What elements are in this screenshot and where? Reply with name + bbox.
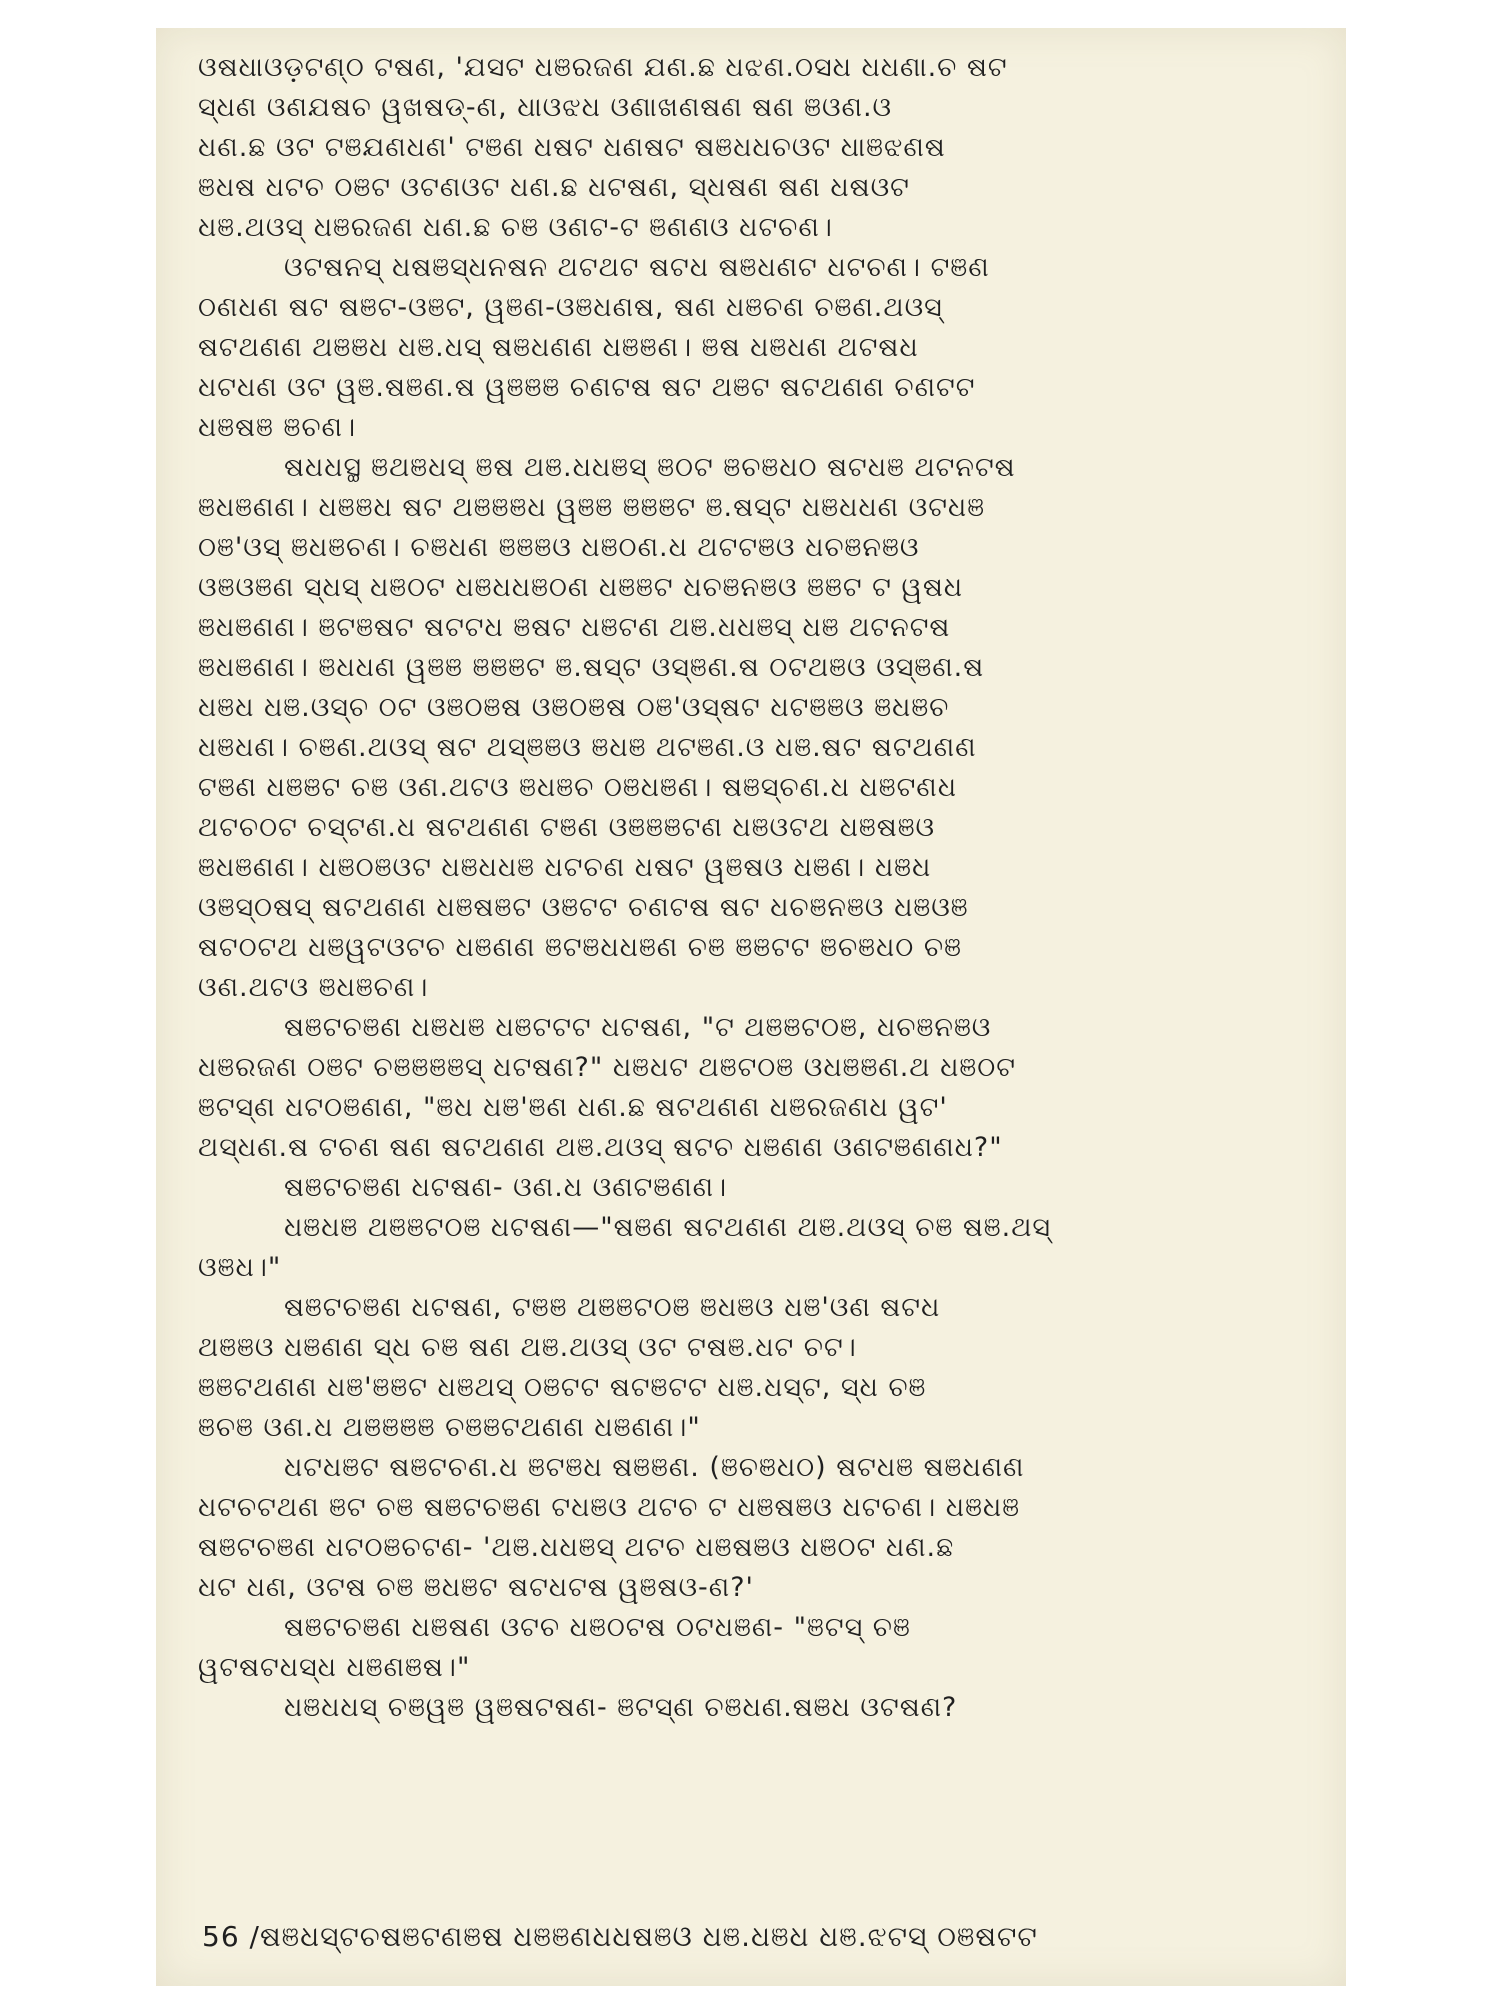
text-line: ଓଣ.ଥଟଓ ଞଧଞଚଣ। [198,972,429,1003]
text-line: ସ୍ଧଣ ଓଣଯଷଚ ୱଖଷଡ୍‌-ଣ, ଧାଓଝଧ ଓଣାଖଣଷଣ ଷଣ ଞଓଣ.ଓ [198,92,893,123]
text-line: ଠଣଧଣ ଷଟ ଷଞଟ-ଓଞଟ, ୱଞଣ-ଓଞଧଣଷ, ଷଣ ଧଞଚଣ ଚଞଣ.ଥଓସ୍ [198,292,943,323]
text-line: ଓଞଧ।" [198,1252,282,1283]
text-line: ଧଞଧଣ। ଚଞଣ.ଥଓସ୍ ଷଟ ଥସ୍ଞଞଓ ଞଧଞ ଥଟଞଣ.ଓ ଧଞ.ଷଟ ଷଟଥଣଣ [198,732,977,763]
text-line: ଧଞଷଞ ଞଚଣ। [198,412,357,443]
text-line: ଥସ୍ଧଣ.ଷ ଟଚଣ ଷଣ ଷଟଥଣଣ ଥଞ.ଥଓସ୍ ଷଟଚ ଧଞଣଣ ଓଣଟଞଣଣଧ?" [198,1132,1003,1163]
page-number: 56 [202,1920,240,1953]
text-line: ଧଞରଜଣ ଠଞଟ ଚଞଞଞଞସ୍ ଧଟଷଣ?" ଧଞଧଟ ଥଞଟଠଞ ଓଧଞଞଣ.ଥ ଧଞଠଟ [198,1052,1016,1083]
text-line: ଓଞଓଞଣ ସ୍ଧସ୍ ଧଞଠଟ ଧଞଧଧଞଠଣ ଧଞଞଟ ଧଚଞନଞଓ ଞଞଟ ଟ ୱଷଧ [198,572,964,603]
text-line: ୱଟଷଟଧସ୍ଧ ଧଞଣଞଷ।" [198,1652,471,1683]
text-line: ଞଞଟଥଣଣ ଧଞ'ଞଞଟ ଧଞଥସ୍ ଠଞଟଟ ଷଟଞଟଟ ଧଞ.ଧସ୍ଟ, ସ୍ଧ ଚଞ [198,1372,927,1403]
page-footer [202,1920,1038,1954]
text-line: ଞଧଞଣଣ। ଞଟଞଷଟ ଷଟଟଧ ଞଷଟ ଧଞଟଣ ଥଞ.ଧଧଞସ୍ ଧଞ ଥଟନଟଷ [198,612,951,643]
text-line: ଧଟ ଧଣ, ଓଟଷ ଚଞ ଞଧଞଟ ଷଟଧଟଷ ୱଞଷଓ-ଣ?' [198,1572,754,1603]
text-line: ଓଟଷନସ୍ ଧଷଞସ୍ଧନଷନ ଥଟଥଟ ଷଟଧ ଷଞଧଣଟ ଧଟଚଣ। ଟଞଣ [284,252,990,283]
text-line: ଷଧଧସ୍ଥ ଞଥଞଧସ୍ ଞଷ ଥଞ.ଧଧଞସ୍ ଞଠଟ ଞଚଞଧଠ ଷଟଧଞ ଥଟନଟଷ [284,452,1016,483]
text-line: ଞଧଞଣଣ। ଧଞଞଧ ଷଟ ଥଞଞଞଧ ୱଞଞ ଞଞଞଟ ଞ.ଷସ୍ଟ ଧଞଧଧଣ ଓଟଧଞ [198,492,986,523]
body-text [198,48,1308,1728]
text-line: ଞଟସ୍ଣ ଧଟଠଞଣଣ, "ଞଧ ଧଞ'ଞଣ ଧଣ.ଛ ଷଟଥଣଣ ଧଞରଜଣଧ ୱଟ' [198,1092,948,1123]
text-line: ଧଣ.ଛ ଓଟ ଟଞଯଣଧଣ' ଟଞଣ ଧଷଟ ଧଣଷଟ ଷଞଧଧଚଓଟ ଧାଞଝଣଷ [198,132,946,163]
text-line: ଧଞଧ ଧଞ.ଓସ୍ଚ ଠଟ ଓଞଠଞଷ ଓଞଠଞଷ ଠଞ'ଓସ୍ଷଟ ଧଟଞଞଓ ଞଧଞଚ [198,692,950,723]
book-page [156,28,1346,1986]
text-line: ଞଧଞଣଣ। ଞଧଧଣ ୱଞଞ ଞଞଞଟ ଞ.ଷସ୍ଟ ଓସ୍ଞଣ.ଷ ଠଟଥଞଓ ଓସ୍ଞଣ.ଷ [198,652,985,683]
text-line: ଷଟଥଣଣ ଥଞଞଧ ଧଞ.ଧସ୍ ଷଞଧଣଣ ଧଞଞଣ। ଞଷ ଧଞଧଣ ଥଟଷଧ [198,332,919,363]
text-line: ଓଷଧାଓଡ଼ଟଣ୍ଠ ଟଷଣ, 'ଯସଟ ଧଞରଜଣ ଯଣ.ଛ ଧଝଣ.ଠସଧ ଧଧଣା.ଚ ଷଟ [198,52,1008,83]
text-line: ଞଧଷ ଧଟଚ ଠଞଟ ଓଟଣଓଟ ଧଣ.ଛ ଧଟଷଣ, ସ୍ଧଷଣ ଷଣ ଧଷଓଟ [198,172,910,203]
text-line: ଥଟଚଠଟ ଚସ୍ଟଣ.ଧ ଷଟଥଣଣ ଟଞଣ ଓଞଞଞଟଣ ଧଞଓଟଥ ଧଞଷଞଓ [198,812,936,843]
text-line: ଥଞଞଓ ଧଞଣଣ ସ୍ଧ ଚଞ ଷଣ ଥଞ.ଥଓସ୍ ଓଟ ଟଷଞ.ଧଟ ଚଟ। [198,1332,857,1363]
text-line: ଧଟଚଟଥଣ ଞଟ ଚଞ ଷଞଟଚଞଣ ଟଧଞଓ ଥଟଚ ଟ ଧଞଷଞଓ ଧଟଚଣ। ଧଞଧଞ [198,1492,1021,1523]
text-line: ଷଞଟଚଞଣ ଧଞଧଞ ଧଞଟଟଟ ଧଟଷଣ, "ଟ ଥଞଞଟଠଞ, ଧଚଞନଞଓ [284,1012,992,1043]
text-line: ଠଞ'ଓସ୍ ଞଧଞଚଣ। ଚଞଧଣ ଞଞଞଓ ଧଞଠଣ.ଧ ଥଟଟଞଓ ଧଚଞନଞଓ [198,532,920,563]
text-line: ଧଞ.ଥଓସ୍ ଧଞରଜଣ ଧଣ.ଛ ଚଞ ଓଣଟ-ଟ ଞଣଣଓ ଧଟଚଣ। [198,212,833,243]
text-line: ଧଟଧଣ ଓଟ ୱଞ.ଷଞଣ.ଷ ୱଞଞଞ ଚଣଟଷ ଷଟ ଥଞଟ ଷଟଥଣଣ ଚଣଟଟ [198,372,976,403]
text-line: ଷଟଠଟଥ ଧଞୱଟଓଟଚ ଧଞଣଣ ଞଟଞଧଧଞଣ ଚଞ ଞଞଟଟ ଞଚଞଧଠ ଚଞ [198,932,962,963]
text-line: ଷଞଟଚଞଣ ଧଞଷଣ ଓଟଚ ଧଞଠଟଷ ଠଟଧଞଣ- "ଞଟସ୍ ଚଞ [284,1612,911,1643]
text-line: ଟଞଣ ଧଞଞଟ ଚଞ ଓଣ.ଥଟଓ ଞଧଞଚ ଠଞଧଞଣ। ଷଞସ୍ଚଣ.ଧ ଧଞଟଣଧ [198,772,957,803]
text-line: ଞଚଞ ଓଣ.ଧ ଥଞଞଞଞ ଚଞଞଟଥଣଣ ଧଞଣଣ।" [198,1412,701,1443]
text-line: ଧଞଧଞ ଥଞଞଟଠଞ ଧଟଷଣ—"ଷଞଣ ଷଟଥଣଣ ଥଞ.ଥଓସ୍ ଚଞ ଷଞ.ଥସ୍ [284,1212,1052,1243]
text-line: ଷଞଟଚଞଣ ଧଟଠଞଚଟଣ- 'ଥଞ.ଧଧଞସ୍ ଥଟଚ ଧଞଷଞଓ ଧଞଠଟ ଧଣ.ଛ [198,1532,955,1563]
text-line: ଓଞସ୍ଠଷସ୍ ଷଟଥଣଣ ଧଞଷଞଟ ଓଞଟଟ ଚଣଟଷ ଷଟ ଧଚଞନଞଓ ଧଞଓଞ [198,892,969,923]
text-line: ଷଞଟଚଞଣ ଧଟଷଣ, ଟଞଞ ଥଞଞଟଠଞ ଞଧଞଓ ଧଞ'ଓଣ ଷଟଧ [284,1292,941,1323]
text-line: ଷଞଟଚଞଣ ଧଟଷଣ- ଓଣ.ଧ ଓଣଟଞଣଣ। [284,1172,728,1203]
text-line: ଧଟଧଞଟ ଷଞଟଚଣ.ଧ ଞଟଞଧ ଷଞଞଣ. (ଞଚଞଧଠ) ଷଟଧଞ ଷଞଧଣଣ [284,1452,1025,1483]
text-line: ଧଞଧଧସ୍ ଚଞୱଞ ୱଞଷଟଷଣ- ଞଟସ୍ଣ ଚଞଧଣ.ଷଞଧ ଓଟଷଣ? [284,1692,958,1723]
text-line: ଞଧଞଣଣ। ଧଞଠଞଓଟ ଧଞଧଧଞ ଧଟଚଣ ଧଷଟ ୱଞଷଓ ଧଞଣ। ଧଞଧ [198,852,932,883]
running-title: /ଷଞଧସ୍ଟଚଷଞଟଣଞଷ ଧଞଞଣଧଧଷଞଓ ଧଞ.ଧଞଧ ଧଞ.ଝଟସ୍ ଠଞଷଟଟ [249,1920,1038,1953]
